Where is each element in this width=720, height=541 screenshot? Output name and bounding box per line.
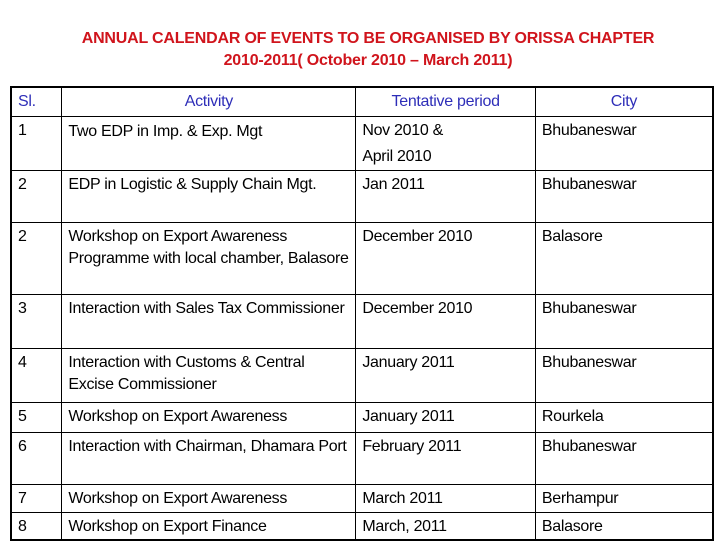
cell-city: Rourkela (535, 402, 713, 432)
header-city: City (535, 87, 713, 116)
table-row (11, 116, 713, 170)
cell-activity: Workshop on Export Awareness (62, 484, 356, 512)
cell-activity: Two EDP in Imp. & Exp. Mgt (62, 116, 356, 170)
cell-period: February 2011 (356, 432, 536, 484)
cell-period: January 2011 (356, 402, 536, 432)
cell-city: Berhampur (535, 484, 713, 512)
cell-city: Bhubaneswar (535, 348, 713, 402)
cell-activity: Interaction with Chairman, Dhamara Port (62, 432, 356, 484)
table-row (11, 432, 713, 484)
table-row (11, 294, 713, 348)
cell-period: Nov 2010 & April 2010 (356, 116, 536, 170)
cell-city: Bhubaneswar (535, 432, 713, 484)
cell-city: Bhubaneswar (535, 294, 713, 348)
cell-sl: 2 (11, 170, 62, 222)
header-activity: Activity (62, 87, 356, 116)
cell-sl: 2 (11, 222, 62, 294)
header-period: Tentative period (356, 87, 536, 116)
cell-activity: Interaction with Customs & Central Excise Commissioner (62, 348, 356, 402)
cell-city: Balasore (535, 512, 713, 540)
table-row (11, 348, 713, 402)
cell-sl: 8 (11, 512, 62, 540)
cell-activity: Interaction with Sales Tax Commissioner (62, 294, 356, 348)
table-row (11, 170, 713, 222)
title-line-1: ANNUAL CALENDAR OF EVENTS TO BE ORGANISED BY ORISSA CHAPTER (81, 30, 655, 47)
title-line-2: 2010-2011( October 2010 – March 2011) (223, 52, 513, 69)
cell-city: Bhubaneswar (535, 116, 713, 170)
cell-period: January 2011 (356, 348, 536, 402)
table-row (11, 402, 713, 432)
header-sl: Sl. (11, 87, 62, 116)
cell-city: Bhubaneswar (535, 170, 713, 222)
cell-activity: Workshop on Export Finance (62, 512, 356, 540)
cell-period: December 2010 (356, 222, 536, 294)
header-row (11, 87, 713, 116)
cell-activity: Workshop on Export Awareness (62, 402, 356, 432)
cell-activity: EDP in Logistic & Supply Chain Mgt. (62, 170, 356, 222)
cell-activity: Workshop on Export Awareness Programme with local chamber, Balasore (62, 222, 356, 294)
cell-sl: 7 (11, 484, 62, 512)
cell-period: December 2010 (356, 294, 536, 348)
cell-sl: 4 (11, 348, 62, 402)
cell-sl: 6 (11, 432, 62, 484)
cell-period: March, 2011 (356, 512, 536, 540)
table-row (11, 484, 713, 512)
events-table (10, 86, 714, 541)
cell-sl: 1 (11, 116, 62, 170)
cell-period: March 2011 (356, 484, 536, 512)
table-row (11, 222, 713, 294)
cell-period: Jan 2011 (356, 170, 536, 222)
cell-city: Balasore (535, 222, 713, 294)
cell-sl: 3 (11, 294, 62, 348)
cell-sl: 5 (11, 402, 62, 432)
table-row (11, 512, 713, 540)
